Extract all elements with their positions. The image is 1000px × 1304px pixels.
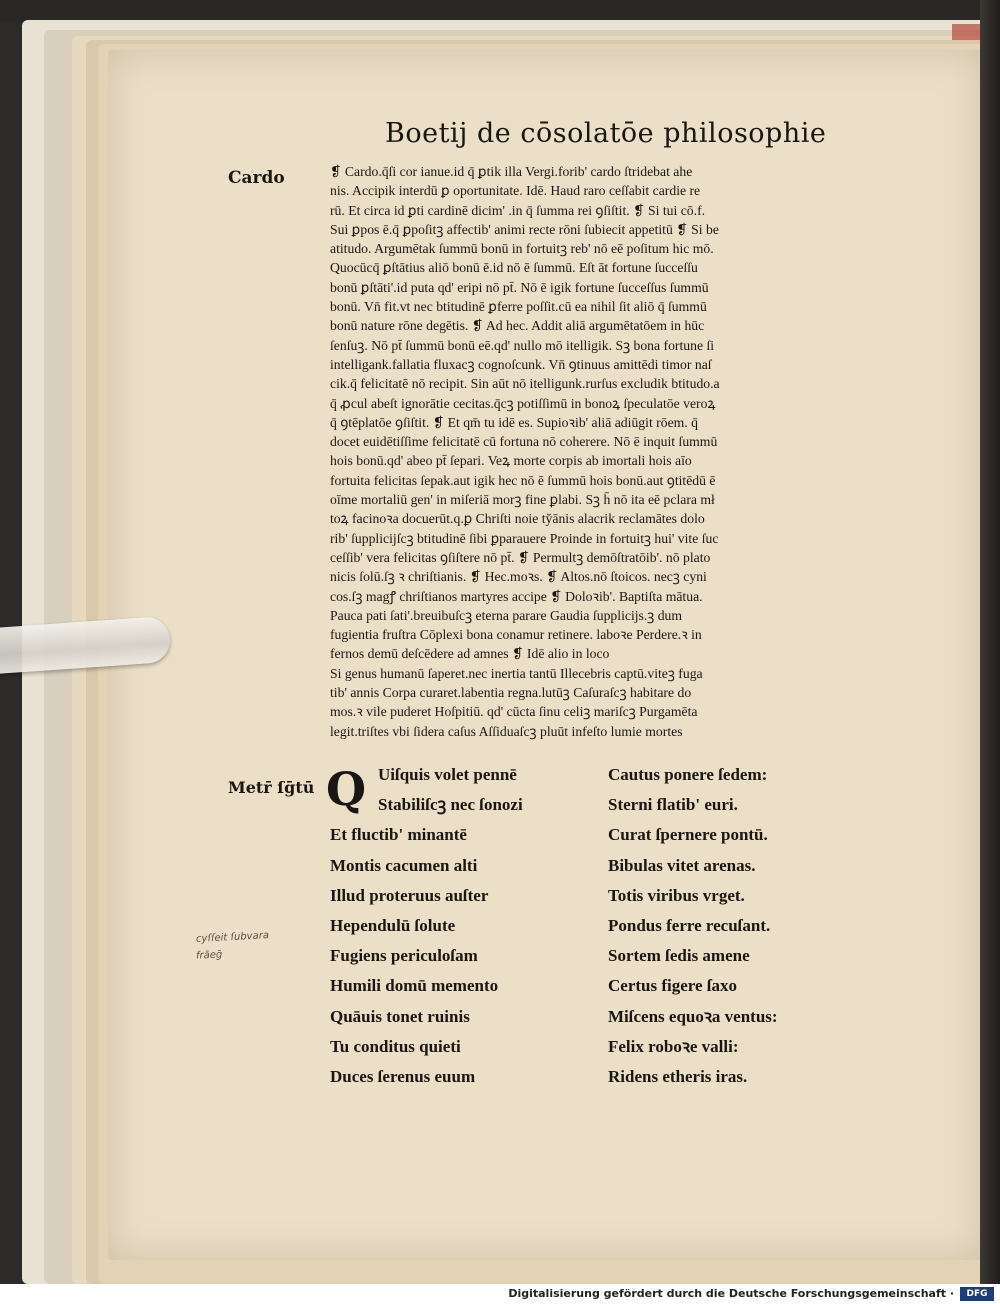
text-line: nis. Accipik interdū ꝑ oportunitate. Idē. Haud raro ceſſabit cardie re <box>330 183 701 199</box>
text-line: Quocūcq̄ ꝑſtātius aliō bonū ē.id nō ē ſummū. Eſt āt fortune ſucceſſu <box>330 260 698 276</box>
text-line: oīme mortaliū gen' in miſeriā morꝫ fine ꝑlabi. Sꝫ h̄ nō ita eē pclara mł <box>330 492 715 508</box>
text-line: docet euidētiſſime felicitatē cū fortuna nō coherere. Nō ē inquit ſummū <box>330 434 718 450</box>
text-line: Totis viribus vrget. <box>608 885 745 905</box>
text-line: bonū nature rōne degētis. ❡ Ad hec. Addit aliā argumētatōem in hūc <box>330 318 705 334</box>
verse-column-left <box>330 760 523 1092</box>
text-line: Cautus ponere ſedem: <box>608 765 768 784</box>
text-line: Ridens etheris iras. <box>608 1067 748 1087</box>
text-line: Si genus humanū ſaperet.nec inertia tantū Illecebris captū.viteꝫ fuga <box>330 665 703 681</box>
text-line: atitudo. Argumētak ſummū bonū in fortuitꝫ reb' nō eē poſitum hic mō. <box>330 241 714 257</box>
text-line: fugientia fruſtra Cōplexi bona conamur retinere. laboꝛe Perdere.ꝛ in <box>330 627 702 643</box>
dfg-logo: DFG <box>960 1287 994 1301</box>
marginal-note-metrum: Metr̄ ſḡtū <box>228 778 315 797</box>
text-line: cik.q̄ felicitatē nō recipit. Sin aūt nō itelligunk.rurſus excludik btitudo.a <box>330 376 720 392</box>
verse-column-right <box>608 760 778 1092</box>
text-line: Pauca pati ſati'.breuibuſcꝫ eterna parare Gaudia ſupplicijs.ꝫ dum <box>330 607 683 623</box>
handwritten-annotation: cyſſeit ſubvara <box>195 930 270 945</box>
text-line: nicis ſolū.ſꝫ ꝛ chriſtianis. ❡ Hec.moꝛs. ❡ Altos.nō ſtoicos. necꝫ cyni <box>330 569 707 585</box>
text-line: ceſſib' vera felicitas ꝯſiſtere nō pt̄. ❡ Permultꝫ demōſtratōib'. nō plato <box>330 549 711 565</box>
text-line: hois bonū.qd' abeo pt̄ ſepari. Veꝝ morte corpis ab imortali hois aīo <box>330 453 692 469</box>
text-line: Sterni flatib' euri. <box>608 795 738 815</box>
text-line: tib' annis Corpa curaret.labentia regna.lutūꝫ Caſuraſcꝫ habitare do <box>330 685 692 701</box>
text-line: Sortem ſedis amene <box>608 946 750 966</box>
text-line: Felix roboꝛe valli: <box>608 1036 739 1056</box>
text-line: Stabiliſcꝫ nec ſonozi <box>378 795 523 815</box>
text-line: intelligank.fallatia fluxacꝫ cognoſcunk. Vn̄ ꝯtinuus amittēdi timor naſ <box>330 356 712 372</box>
text-line: Miſcens equoꝛa ventus: <box>608 1006 778 1026</box>
text-line: rū. Et circa id ꝑti cardinē dicim' .in q̄ ſumma rei ꝯſiſtit. ❡ Si tui cō.f. <box>330 202 706 218</box>
running-title: Boetij de cōsolatōe philosophie <box>385 118 827 149</box>
text-line: cos.ſꝫ magꝭ chriſtianos martyres accipe ❡ Doloꝛib'. Baptiſta mātua. <box>330 588 703 604</box>
text-line: Et fluctib' minantē <box>330 825 467 845</box>
text-line: q̄ ꝯtēplatōe ꝯſiſtit. ❡ Et qm̄ tu idē es. Supioꝛib' aliā adiūgit rōem. q̄ <box>330 414 698 430</box>
commentary-text <box>330 162 890 741</box>
text-line: bonū. Vn̄ fit.vt nec btitudinē ꝑferre poſſit.cū ea nihil ſit aliō q̄ ſummū <box>330 299 707 315</box>
handwritten-annotation: frāeḡ <box>195 949 223 962</box>
digitization-credit: Digitalisierung gefördert durch die Deutsche Forschungsgemeinschaft · <box>508 1287 954 1300</box>
text-line: ❡ Cardo.q̄ſi cor ianue.id q̄ ꝑtik illa Vergi.forib' cardo ſtridebat ahe <box>330 164 693 179</box>
text-line: ſenſuꝫ. Nō pt̄ ſummū bonū eē.qd' nullo mō itelligik. Sꝫ bona fortune ſi <box>330 337 715 353</box>
text-line: Humili domū memento <box>330 976 499 996</box>
text-line: toꝝ facinoꝛa docuerūt.q.ꝑ Chriſti noie ty̆ānis alacrik reclamātes dolo <box>330 511 705 527</box>
text-line: Uiſquis volet pennē <box>378 765 517 784</box>
marginal-note-cardo: Cardo <box>228 168 285 188</box>
scan-top-border <box>0 0 1000 22</box>
text-line: Illud proteruus auſter <box>330 885 489 905</box>
scan-right-border <box>980 0 1000 1284</box>
text-line: rib' ſupplicijſcꝫ btitudinē ſibi ꝑparauere Proinde in fortuitꝫ hui' vite ſuc <box>330 530 719 546</box>
text-line: bonū ꝑſtāti'.id puta qd' eripi nō pt̄. Nō ē igik fortune ſucceſſus ſummū <box>330 279 709 295</box>
text-line: Montis cacumen alti <box>330 855 478 875</box>
text-line: fortuita felicitas ſepak.aut igik hec nō ē ſummū hois bonū.aut ꝯtitēdū ē <box>330 472 716 488</box>
text-line: Sui ꝑpos ē.q̄ ꝑpoſitꝫ affectib' animi recte rōni ſubiecit appetitū ❡ Si be <box>330 221 719 237</box>
text-line: Pondus ferre recuſant. <box>608 916 771 936</box>
text-line: Curat ſpernere pontū. <box>608 825 768 845</box>
text-line: Quāuis tonet ruinis <box>330 1006 470 1026</box>
text-line: Certus figere ſaxo <box>608 976 738 996</box>
footer-bar <box>0 1284 1000 1304</box>
text-line: legit.triſtes vbi ſidera caſus Aſſiduaſcꝫ pluūt infeſto lumie mortes <box>330 723 683 739</box>
text-line: fernos demū deſcēdere ad amnes ❡ Idē alio in loco <box>330 646 610 662</box>
text-line: Duces ſerenus euum <box>330 1067 476 1087</box>
drop-initial: Q <box>326 762 367 816</box>
text-line: Bibulas vitet arenas. <box>608 855 756 875</box>
text-line: Tu conditus quieti <box>330 1036 461 1056</box>
text-line: mos.ꝛ vile puderet Hoſpitiū. qd' cūcta ſinu celiꝫ mariſcꝫ Purgamēta <box>330 704 698 720</box>
text-line: q̄ ꝓcul abeſt ignorātie cecitas.q̄cꝫ potiſſimū in bonoꝝ ſpeculatōe veroꝝ <box>330 395 716 411</box>
text-line: Hependulū ſolute <box>330 916 456 936</box>
text-line: Fugiens periculoſam <box>330 946 478 966</box>
